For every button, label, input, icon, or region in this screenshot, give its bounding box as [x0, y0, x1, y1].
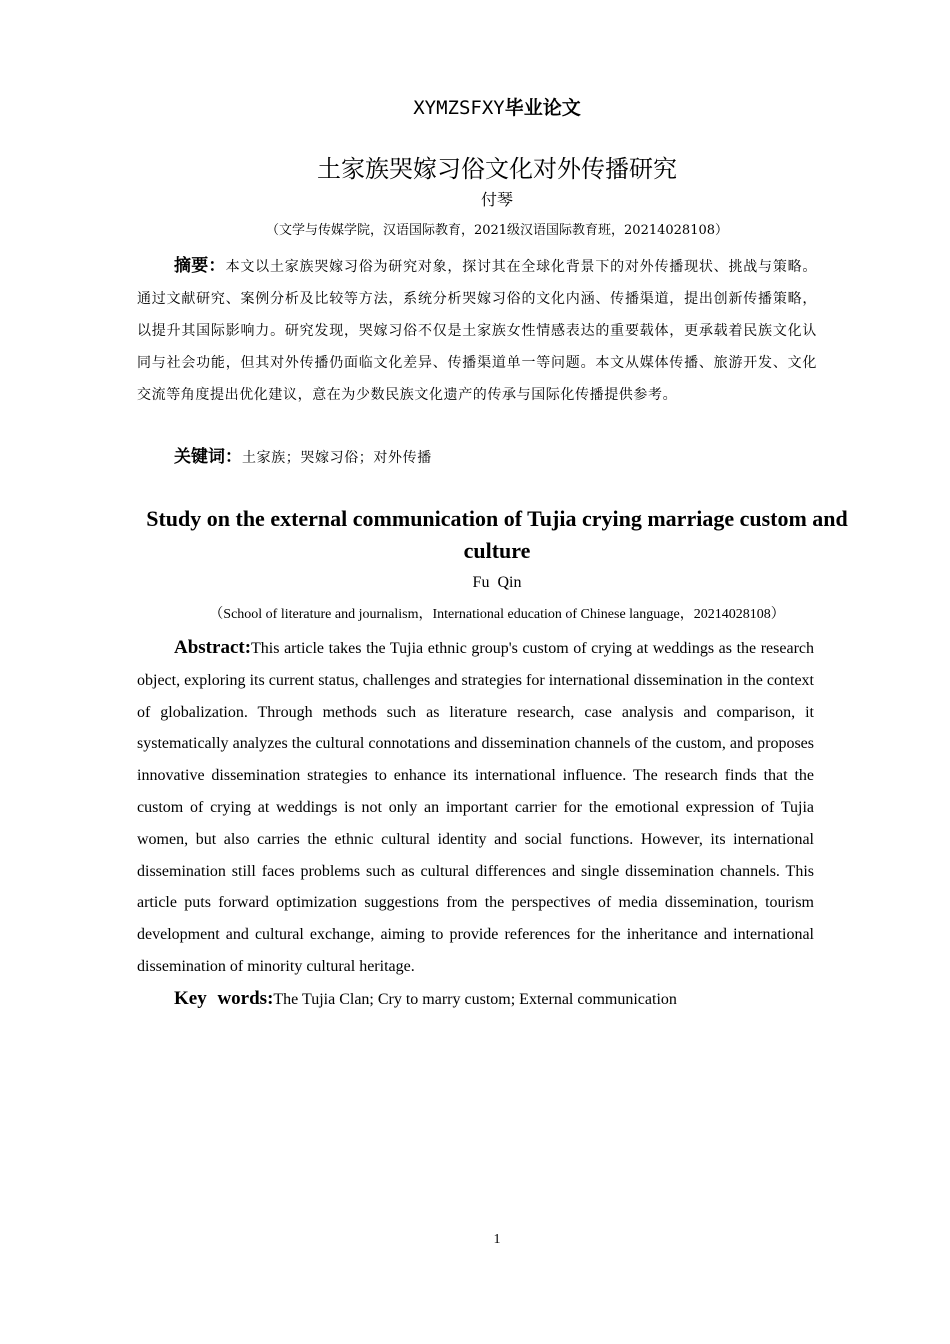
- english-abstract-label: Abstract:: [174, 637, 252, 658]
- chinese-abstract-text: 本文以土家族哭嫁习俗为研究对象，探讨其在全球化背景下的对外传播现状、挑战与策略。通过文献研究、案例分析及比较等方法，系统分析哭嫁习俗的文化内涵、传播渠道，提出创新传播策略，以提升其国际影响力。研究发现，哭嫁习俗不仅是土家族女性情感表达的重要载体，更承载着民族文化认同与社会功能，但其对外传播仍面临文化差异、传播渠道单一等问题。本文从媒体传播、旅游开发、文化交流等角度提出优化建议，意在为少数民族文化遗产的传承与国际化传播提供参考。: [137, 259, 818, 403]
- chinese-abstract: [137, 250, 817, 411]
- english-keywords-label: Key words:: [174, 988, 274, 1009]
- english-abstract: [137, 632, 814, 983]
- chinese-abstract-label: 摘要：: [174, 256, 226, 276]
- page-number: 1: [493, 1232, 501, 1247]
- chinese-keywords-text: 土家族；哭嫁习俗；对外传播: [242, 450, 432, 466]
- chinese-title: 土家族哭嫁习俗文化对外传播研究: [317, 155, 677, 183]
- header-label: 毕业论文: [504, 97, 581, 119]
- english-keywords: [174, 983, 814, 1015]
- english-author: Fu Qin: [472, 574, 522, 591]
- header-code: XYMZSFXY: [413, 97, 505, 119]
- chinese-affiliation: （文学与传媒学院，汉语国际教育，2021级汉语国际教育班，20214028108）: [265, 223, 729, 238]
- english-abstract-text: This article takes the Tujia ethnic group's custom of crying at weddings as the research object, exploring its current status, challenges and strategies for international dissemination in the context of globalization. Through methods such as literature research, case analysis and comparison, it systematically analyzes the cultural connotations and dissemination channels of the custom, and proposes innovative dissemination strategies to enhance its international influence. The research finds that the custom of crying at weddings is not only an important carrier for the emotional expression of Tujia women, but also carries the ethnic cultural identity and social functions. However, its international dissemination still faces problems such as cultural differences and single dissemination channels. This article puts forward optimization suggestions from the perspectives of media dissemination, tourism development and cultural exchange, aiming to provide references for the inheritance and international dissemination of minority cultural heritage.: [137, 640, 814, 975]
- chinese-keywords-label: 关键词：: [174, 447, 242, 467]
- chinese-keywords: [174, 441, 814, 474]
- english-affiliation: （School of literature and journalism，International education of Chinese language，20214028108）: [209, 607, 785, 622]
- english-title: Study on the external communication of Tujia crying marriage custom and culture: [146, 506, 848, 563]
- document-header: [0, 94, 950, 122]
- english-keywords-text: The Tujia Clan; Cry to marry custom; External communication: [273, 991, 677, 1008]
- chinese-author: 付琴: [480, 190, 513, 209]
